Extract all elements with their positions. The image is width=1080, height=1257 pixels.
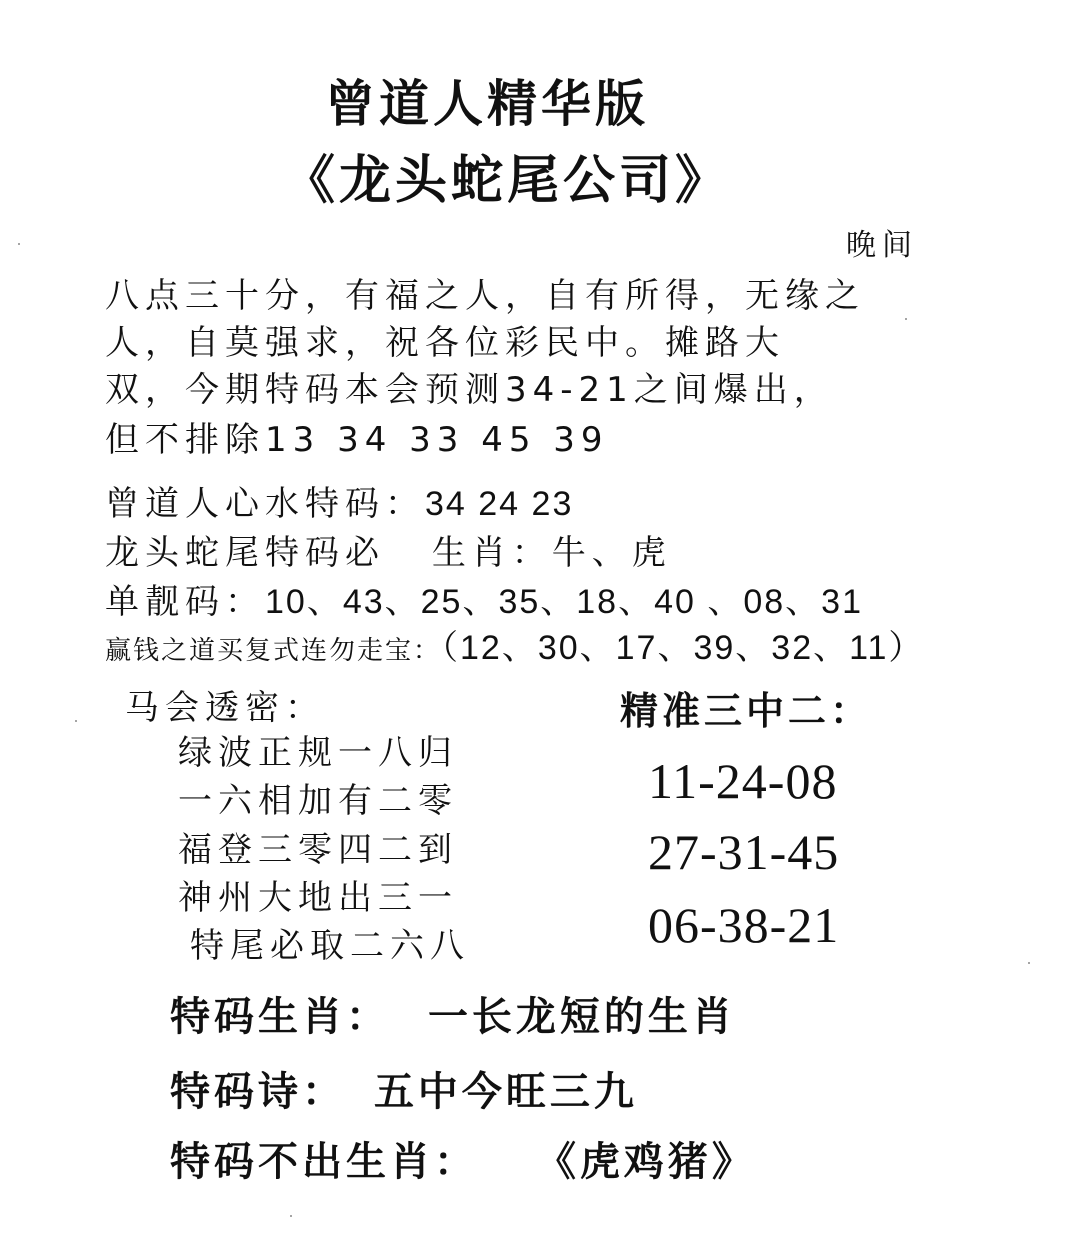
intro-line: 双，今期特码本会预测34-21之间爆出， — [105, 370, 834, 410]
zodiac-must-row — [105, 525, 672, 574]
scan-speck — [1028, 962, 1030, 964]
single-code-row — [105, 574, 863, 623]
heart-code-value: 34 24 23 — [425, 485, 574, 523]
intro-line: 八点三十分，有福之人，自有所得，无缘之 — [105, 276, 865, 316]
evening-label: 晚间 — [846, 228, 918, 263]
single-code-label: 单靓码： — [105, 582, 265, 622]
poem-line: 神州大地出三一 — [178, 878, 458, 918]
zodiac-must-value: 生肖：牛、虎 — [431, 533, 672, 573]
precise-title: 精准三中二： — [620, 689, 873, 733]
zodiac-must-label: 龙头蛇尾特码必 — [105, 533, 385, 573]
poem-line: 福登三零四二到 — [178, 830, 458, 870]
scan-speck — [75, 720, 77, 722]
win-way-label: 赢钱之道买复式连勿走宝： — [105, 636, 442, 666]
poem-line: 绿波正规一八归 — [178, 733, 458, 773]
scan-speck — [18, 243, 20, 245]
exclude-zodiac-value: 《虎鸡猪》 — [535, 1139, 756, 1185]
scan-speck — [290, 1215, 292, 1217]
precise-number: 11-24-08 — [648, 753, 838, 809]
special-zodiac-label: 特码生肖： — [170, 994, 390, 1040]
heart-code-label: 曾道人心水特码： — [105, 484, 425, 524]
poem-line: 一六相加有二零 — [178, 781, 458, 821]
precise-number: 06-38-21 — [648, 897, 840, 953]
special-poem-row — [170, 1060, 638, 1117]
exclude-zodiac-label: 特码不出生肖： — [170, 1139, 478, 1185]
precise-number: 27-31-45 — [648, 824, 840, 880]
special-poem-label: 特码诗： — [170, 1069, 346, 1115]
win-way-value: （12、30、17、39、32、11） — [441, 629, 925, 667]
win-way-row — [105, 620, 924, 669]
intro-line: 但不排除13 34 33 45 39 — [105, 420, 609, 460]
intro-line: 人，自莫强求，祝各位彩民中。摊路大 — [105, 323, 785, 363]
page-subtitle: 《龙头蛇尾公司》 — [283, 151, 732, 211]
page-title: 曾道人精华版 — [325, 75, 649, 133]
single-code-value: 10、43、25、35、18、40 、08、31 — [265, 583, 863, 621]
heart-code-row — [105, 476, 573, 525]
scan-speck — [905, 318, 907, 320]
special-poem-value: 五中今旺三九 — [373, 1069, 638, 1115]
exclude-zodiac-row — [170, 1130, 756, 1187]
poem-line: 特尾必取二六八 — [190, 926, 470, 966]
special-zodiac-value: 一长龙短的生肖 — [427, 994, 736, 1040]
special-zodiac-row — [170, 985, 736, 1042]
leak-title: 马会透密： — [125, 688, 325, 728]
